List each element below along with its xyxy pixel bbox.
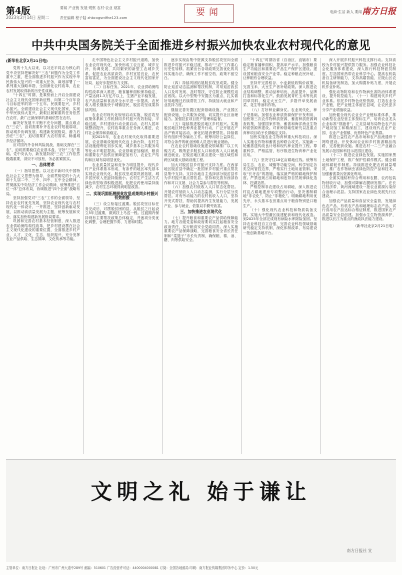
header-links: 要闻 产业链 发展·观察 农村·农业 财富 <box>60 6 121 10</box>
editor-line: 责任编辑 程子陆 zhbcxgsrdfhe123.com <box>60 16 128 20</box>
paragraph: 在农业农村基础设施建设领域推广以工代赈方式，吸纳更多脱贫人口和低收入人口就地就近就业。在脱贫地区重点建设一批区域性和跨区域重大基础设施工程。 <box>164 144 238 163</box>
col5-paragraphs <box>322 58 396 222</box>
masthead <box>6 4 396 26</box>
paragraph: （八）打好种业翻身仗。农业现代化，种子是基础。加强农业种质资源保护开发利用，加快第三次农作物种质资源、畜禽种质资源调查收集，加强国家作物、畜禽和海洋渔业生物种质资源库建设。对育种基础性研究以及重点育种项目给予长期稳定支持。 <box>243 108 317 135</box>
paragraph: 走中国特色社会主义乡村振兴道路，加快农业农村现代化，加快形成工农互促、城乡互补、协调发展、共同繁荣的新型工农城乡关系，促进农业高质高效、乡村宜居宜业、农民富裕富足，为全面建设社会主义现代化国家开好局、起好步提供有力支撑。 <box>85 58 159 85</box>
paragraph: 深入开展乡村振兴科技支撑行动。支持高校为乡村振兴提供智力服务。加强农业科技社会化服务体系建设，深入推行科技特派员制度。打造国家热带农业科学中心。提高农机装备自主研制能力，支持高端智能、丘陵山区农机装备研发制造，加大购置补贴力度，开展农机作业补贴。 <box>322 58 396 90</box>
paragraph: （七）提升粮食和重要农产品供给保障能力。地方各级党委和政府要切实扛起粮食安全政治责任，实行粮食安全党政同责。深入实施重要农产品保障战略，完善粮食安全省长责任制和“菜篮子”市长负责制，确保粮、棉、油、糖、肉等供给安全。 <box>164 215 238 243</box>
paragraph: 坚持加强党对“三农”工作的全面领导，坚持农业农村优先发展，坚持农业现代化与农村现代化一体设计、一并推进，坚持创新驱动发展，以推动高质量发展为主题，统筹发展和安全，落实加快构建新发展格局要求。 <box>6 196 80 219</box>
paragraph: 全面实施秸秆综合利用和农膜、农药包装物回收行动，加强可降解农膜研发推广。在长江经济带、黄河流域建设一批农业面源污染综合治理示范县。支持国家农业绿色发展先行区建设。 <box>322 176 396 199</box>
paragraph: （十二）推进农业绿色发展。实施国家黑土地保护工程，推广保护性耕作模式。健全耕地休耕轮作制度。持续推进化肥农药减量增效，推广农作物病虫害绿色防控产品和技术。加强畜禽粪污资源化利用。 <box>322 153 396 176</box>
column-divider <box>83 58 84 454</box>
paragraph: 加快健全现代农业全产业链标准体系，推动新型农业经营主体按标生产，培育农业龙头企业标准“领跑者”。立足县域布局特色农产品产地初加工和精深加工，建设现代农业产业园、农业产业强镇、优势特色产业集群。 <box>322 112 396 135</box>
paragraph: 农业质量效益和竞争力明显提升，现代乡村产业体系基本形成，有条件的地区率先基本实现农业现代化。脱贫攻坚成果巩固拓展，城乡居民收入差距持续缩小。农村生产生活方式绿色转型取得积极进展，化肥农药使用量持续减少，农村生态环境得到明显改善。 <box>85 162 159 190</box>
paragraph: （九）坚决守住18亿亩耕地红线。统筹布局生态、农业、城镇等功能空间，科学划定各类空间管控边界，严格实行土地用途管制。采取“长牙齿”的措施，落实最严格的耕地保护制度。严禁违规占用耕地和违背自然规律绿化造林、挖湖造景。 <box>243 158 317 185</box>
article-body <box>6 58 396 454</box>
paragraph: （三）设立衔接过渡期。脱贫攻坚目标任务完成后，对摆脱贫困的县，从脱贫之日起设立5年过渡期，做到扶上马送一程。过渡期内保持现有主要帮扶政策总体稳定，并逐项分类优化调整，合理把握节奏、力度和时限。 <box>85 201 159 225</box>
column-4 <box>243 58 317 454</box>
paragraph: 逐步实现由集中资源支持脱贫攻坚向全面推进乡村振兴平稳过渡，推动“三农”工作重心历史性转移。抓紧出台各项政策完善优化的具体实施办法，确保工作不留空档、政策不留空白。 <box>164 58 238 81</box>
paragraph: 党的十九大以来，以习近平同志为核心的党中央坚持把解决好“三农”问题作为全党工作重中之重，把全面推进乡村振兴作为实现中华民族伟大复兴的一项重大任务，谋划部署了一系列重大战略举措，全面深化农村改革，农业农村发展取得新的历史性成就。 <box>6 66 80 93</box>
section-label: 要闻 <box>184 4 234 23</box>
headline-rule <box>6 54 396 55</box>
column-5 <box>322 58 396 454</box>
subheading-3: 三、加快推进农业现代化 <box>180 209 222 215</box>
col3-paragraphs <box>164 58 238 208</box>
page-number: 第4版 <box>6 7 31 17</box>
paragraph: （一）指导思想。以习近平新时代中国特色社会主义思想为指导，全面贯彻党的十九大和十九届二中、三中、四中、五中全会精神，贯彻落实中央经济工作会议精神，统筹推进“五位一体”总体布局，协调推进“四个全面”战略布局。 <box>6 169 80 196</box>
newspaper-logo: 南方日报 <box>361 7 396 17</box>
paragraph: 继续完善安置区配套基础设施、产业园区配套设施、公共服务设施，切实提升社区治理能力。加强扶贫项目资产管理和监督。 <box>164 108 238 122</box>
paragraph: 农业农村现代化规划启动实施，脱贫攻坚政策体系和工作机制同乡村振兴有效衔接、平稳过渡，乡村建设行动全面启动，农村人居环境整治提升，农村改革重点任务深入推进，农村社会保持和谐稳定。 <box>85 112 159 135</box>
paragraph: 加大对脱贫县乡村振兴支持力度。在西部地区脱贫县中确定一批国家乡村振兴重点帮扶县集中支持。支持各地自主选择部分脱贫县作为乡村振兴重点帮扶县。坚持和完善东西部协作和对口支援、社会力量参与帮扶等机制。 <box>164 162 238 185</box>
paragraph: 加快实施农业生物育种重大科技项目。深入实施农作物和畜禽良种联合攻关。实施新一轮畜禽遗传改良计划和现代种业提升工程。尊重科学、严格监管，有序推进生物育种产业化应用。 <box>243 135 317 158</box>
paragraph: 应对国内外各种风险挑战，基础支撑在“三农”，迫切需要稳住农业基本盘，守好“三农”基础。党中央认为，新发展阶段“三农”工作依然极端重要，须臾不可放松，务必抓紧抓实。 <box>6 143 80 161</box>
paragraph: 巩固和完善农村基本经营制度，深入推进农业供给侧结构性改革，把乡村建设摆在社会主义现代化建设的重要位置，全面推进乡村产业、人才、文化、生态、组织振兴，充分发挥农业产品供给、生态屏障、文化传承等功能。 <box>6 219 80 242</box>
paragraph: 到2025年，农业农村现代化取得重要进展，农业基础设施现代化迈上新台阶，农村生活设施便利化初步实现，城乡基本公共服务均等化水平明显提高。农业基础更加稳固，粮食和重要农产品供应保障更加有力，农业生产结构和区域布局明显优化。 <box>85 135 159 163</box>
date-line: 2023年2月14日 星期二 <box>6 15 50 20</box>
column-3 <box>164 58 238 454</box>
paragraph: “十四五”时期各省（自治区、直辖市）要稳定粮食播种面积、提高单产水平。加强粮食生产功能区和重要农产品生产保护区建设。建设国家粮食安全产业带。稳定种粮农民补贴，让种粮有合理收益。 <box>243 58 317 81</box>
col2-paragraphs-b <box>85 202 159 225</box>
ad-credit: 南方日报社 宣 <box>346 548 372 553</box>
col3-paragraphs-b <box>164 216 238 243</box>
paragraph: 严格控制非农建设占用耕地，深入推进农村乱占耕地建房专项整治行动，坚决遏制耕地“非农化”、防止“非粮化”。明确耕地利用优先序，永久基本农田重点用于粮食特别是口粮生产。 <box>243 185 317 208</box>
paragraph: （六）加强农村低收入人口常态化帮扶。开展农村低收入人口动态监测，实行分层分类帮扶。对有劳动能力的农村低收入人口，坚持开发式帮扶，帮助其提高内生发展能力，发展产业、参与就业，依靠双手勤劳致富。 <box>164 185 238 208</box>
headline: 中共中央国务院关于全面推进乡村振兴加快农业农村现代化的意见 <box>31 38 371 52</box>
dateline: (新华社北京2月21日电) <box>6 58 48 63</box>
column-divider <box>162 58 163 454</box>
header-rule <box>6 27 396 28</box>
public-service-ad <box>6 459 396 562</box>
footer-imprint: 主管单位：南方日报社 社址：广州市广州大道中289号 邮编：510601 广告经营许可证：4400004000081 订阅：全国各地邮局 印刷：南方报业传媒集团印务中心 定价：1.50元 <box>6 566 259 570</box>
column-divider <box>320 58 321 454</box>
column-2 <box>85 58 159 454</box>
paragraph: （十）强化现代农业科技和物质装备支撑。实施大中型灌区续建配套和现代化改造。到2025年全部完成现有病险水库除险加固。坚持农业科技自立自强，完善农业科技领域基础研究稳定支持机制，深化体制改革，布局建设一批创新基地平台。 <box>243 208 317 235</box>
column-divider <box>241 58 242 454</box>
paragraph: “十四五”时期，是乘势而上开启全面建设社会主义现代化国家新征程、向第二个百年奋斗目标进军的第一个五年。民族要复兴，乡村必振兴。全面建设社会主义现代化国家，实现中华民族伟大复兴，最艰巨最繁重的任务依然在农村，最广泛最深厚的基础依然在农村。 <box>6 93 80 121</box>
subheading-1: 一、总体要求 <box>31 162 55 168</box>
paragraph: （二）目标任务。2021年，农业供给侧结构性改革深入推进，粮食播种面积保持稳定、产量达到1.3万亿斤以上，生猪产业平稳发展，农产品质量和食品安全水平进一步提高，农民收入增长继续快于城镇居民，脱贫攻坚成果持续巩固。 <box>85 85 159 113</box>
col4-paragraphs <box>243 58 317 235</box>
paragraph: （五）接续推进脱贫地区乡村振兴。实施脱贫地区特色种养业提升行动，广泛开展农产品产销对接活动，深化拓展消费帮扶。持续做好有组织劳务输出工作。统筹用好公益岗位，对符合条件的就业困难人员进行就业援助。 <box>164 121 238 144</box>
col1-paragraphs <box>6 66 80 161</box>
paragraph: 强化动物防疫和农作物病虫害防治体系建设，提升防控能力。（十一）构建现代乡村产业体系。依托乡村特色优势资源，打造农业全产业链，把产业链主体留在县城，让农民更多分享产业增值收益。 <box>322 89 396 113</box>
col2-paragraphs <box>85 58 159 190</box>
paragraph: 解决好发展不平衡不充分问题，重点难点在“三农”，迫切需要补齐农业农村短板弱项，推动城乡协调发展；构建新发展格局，潜力后劲在“三农”，迫切需要扩大农村需求，畅通城乡经济循环。 <box>6 120 80 143</box>
paragraph: 加强农产品质量和食品安全监管，发展绿色农产品、有机农产品和地理标志农产品，试行食用农产品达标合格证制度，推进国家农产品质量安全县创建。加强水生生物资源养护，推进以长江为重点的渔政执法能力建设。 <box>322 198 396 222</box>
ad-slogan: 文明之礼 始于谦让 <box>90 479 312 504</box>
paragraph: 推进公益性农产品市场和农产品流通骨干网络建设。开发休闲农业和乡村旅游精品线路，完善配套设施。推进农村一二三产业融合发展示范园和科技示范园区建设。 <box>322 135 396 153</box>
col1-paragraphs-b <box>6 169 80 242</box>
column-1 <box>6 58 80 454</box>
paragraph: （四）持续巩固拓展脱贫攻坚成果。健全防止返贫动态监测和帮扶机制，对易返贫致贫人口及时发现、及时帮扶，守住防止规模性返贫底线。以大中型集中安置区为重点，扎实做好易地搬迁后续帮扶工作，持续加大就业和产业扶持力度。 <box>164 80 238 108</box>
paragraph: 坚持并完善稻谷、小麦最低收购价政策，完善玉米、大豆生产者补贴政策。深入推进农业结构调整，推动品种培优、品质提升、品牌打造和标准化生产。鼓励发展青贮玉米等优质饲草饲料，稳定大豆生产，多措并举发展油菜、花生等油料作物。 <box>243 80 317 108</box>
header-right-links: 电商·生活 新人 要闻 <box>329 10 362 14</box>
end-note: （新华社北京2月21日电） <box>353 223 396 228</box>
subheading-2: 二、实现巩固拓展脱贫攻坚成果同乡村振兴有效衔接 <box>85 190 159 201</box>
